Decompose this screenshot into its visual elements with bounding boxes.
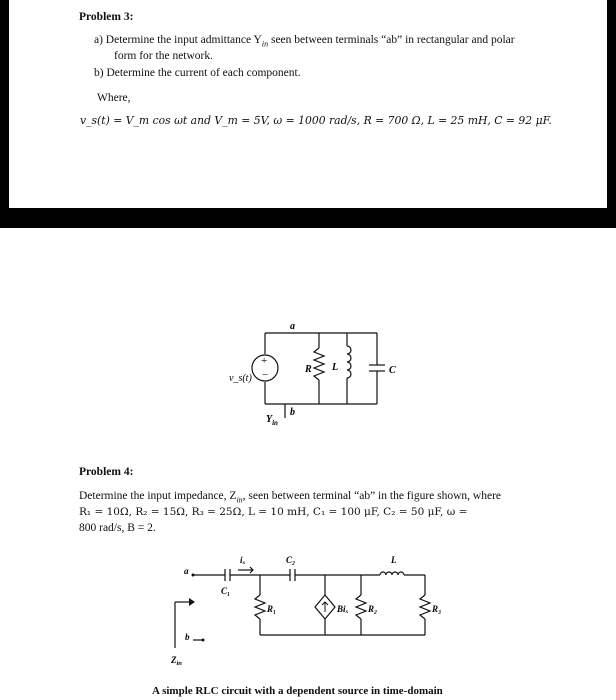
problem3-panel	[0, 0, 616, 208]
r1-label: R₁	[267, 604, 277, 614]
part-a-rest: seen between terminals “ab” in rectangular and polar	[268, 34, 515, 46]
circuit1-diagram	[225, 318, 410, 433]
problem4-title: Problem 4:	[79, 466, 134, 478]
problem4-text-line3: 800 rad/s, B = 2.	[79, 522, 156, 534]
separator-band	[0, 208, 616, 228]
c-label: C	[389, 365, 396, 376]
l-label: L	[332, 362, 339, 373]
left-border	[0, 0, 9, 208]
circuit2-diagram	[165, 550, 450, 675]
r2-label: R₂	[368, 604, 378, 614]
p4-line1-text: Determine the input impedance, Z	[79, 490, 237, 502]
dep-label: Biₓ	[337, 604, 349, 614]
yin-label: $Y_{in}$	[266, 414, 278, 427]
source-label: v_s(t)	[229, 373, 252, 384]
node-a2-label: a	[184, 566, 189, 576]
r-label: R	[305, 364, 312, 375]
node-b2-label: b	[185, 632, 190, 642]
right-border	[607, 0, 616, 208]
problem3-equation: v_s(t) = V_m cos ωt and V_m = 5V, ω = 1000 rad/s, R = 700 Ω, L = 25 mH, C = 92 μF.	[80, 114, 552, 127]
figure-caption: A simple RLC circuit with a dependent source in time-domain	[152, 685, 443, 697]
p4-line1-rest: , seen between terminal “ab” in the figure shown, where	[242, 490, 502, 502]
problem4-text-line2: R₁ = 10Ω, R₂ = 15Ω, R₃ = 25Ω, L = 10 mH, C₁ = 100 μF, C₂ = 50 μF, ω =	[79, 506, 468, 518]
node-a-label: a	[290, 321, 295, 332]
problem3-part-b: b) Determine the current of each component.	[94, 67, 301, 79]
ix-label: iₓ	[240, 555, 246, 565]
problem3-where: Where,	[97, 92, 131, 104]
svg-text:+: +	[261, 355, 268, 367]
c1-label: C₁	[221, 586, 231, 596]
zin-label: $Z_{in}$	[171, 655, 182, 667]
problem3-part-a-line2: form for the network.	[114, 50, 213, 62]
r3-label: R₃	[432, 604, 442, 614]
problem3-title: Problem 3:	[79, 11, 134, 23]
node-b-label: b	[290, 407, 295, 418]
part-a-text: a) Determine the input admittance Y	[94, 34, 262, 46]
c2-label: C₂	[286, 555, 296, 565]
svg-text:−: −	[262, 369, 269, 381]
l2-label: L	[391, 555, 397, 565]
part-a-sub: in	[261, 39, 269, 49]
p4-line1-sub: in	[236, 495, 243, 505]
